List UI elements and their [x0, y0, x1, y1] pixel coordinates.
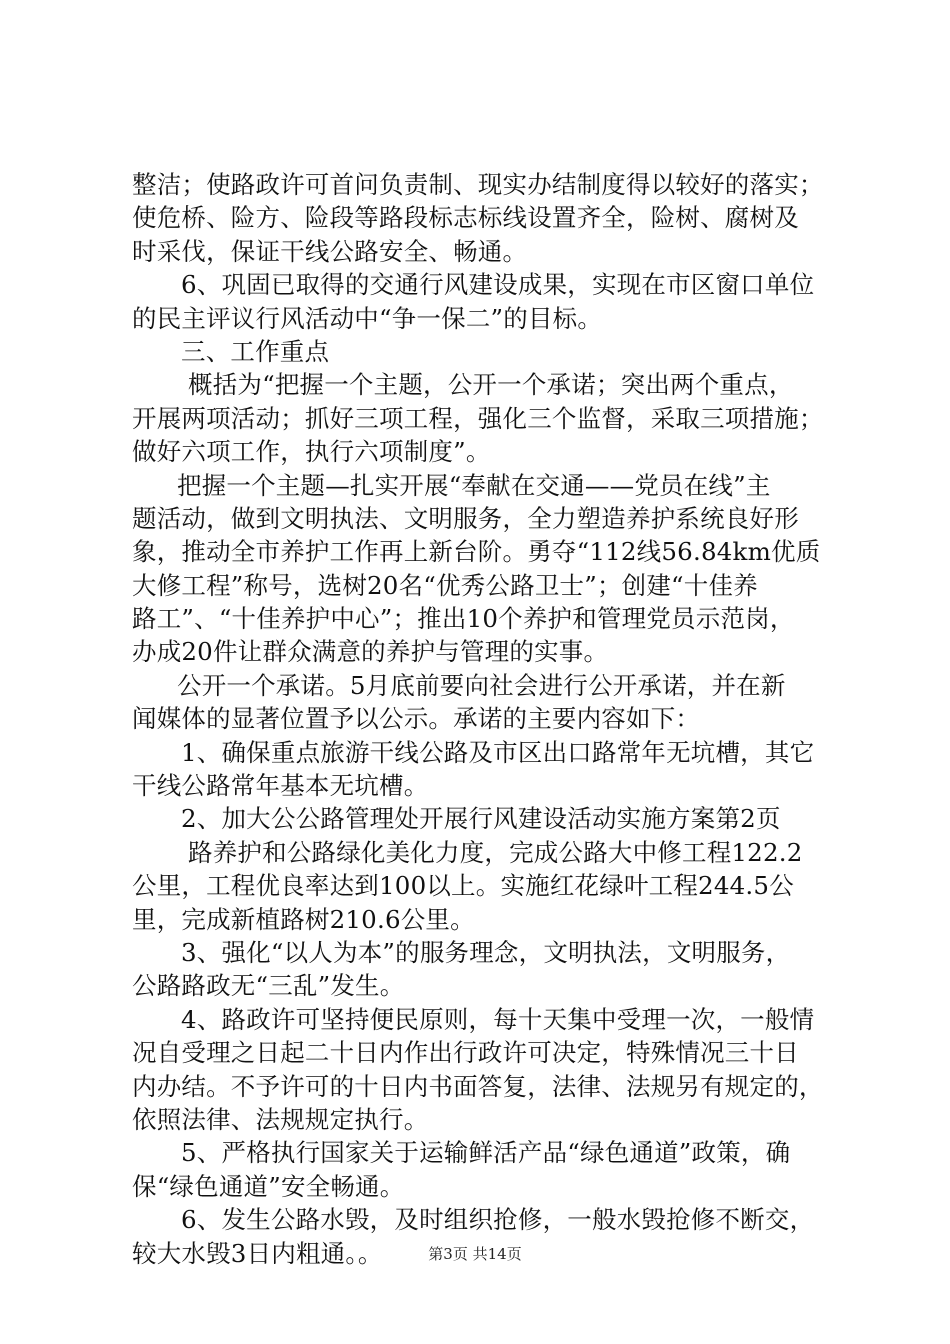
text-line-8: 开展两项活动；抓好三项工程，强化三个监督，采取三项措施； — [132, 403, 824, 433]
text-line-24: 3、强化“以人为本”的服务理念，文明执法，文明服务， — [181, 937, 791, 967]
text-line-32: 6、发生公路水毁，及时组织抢修，一般水毁抢修不断交， — [181, 1205, 815, 1235]
text-line-30: 5、严格执行国家关于运输鲜活产品“绿色通道”政策，确 — [181, 1138, 791, 1168]
text-line-18: 1、确保重点旅游干线公路及市区出口路常年无坑槽，其它 — [181, 737, 815, 767]
text-line-2: 使危桥、险方、险段等路段标志标线设置齐全，险树、腐树及 — [132, 203, 799, 233]
text-line-3: 时采伐，保证干线公路安全、畅通。 — [132, 236, 528, 266]
text-line-7: 概括为“把握一个主题，公开一个承诺；突出两个重点， — [188, 370, 794, 400]
text-line-17: 闻媒体的显著位置予以公示。承诺的主要内容如下： — [132, 704, 701, 734]
text-line-26: 4、路政许可坚持便民原则，每十天集中受理一次，一般情 — [181, 1004, 815, 1034]
page-number-footer: 第3页 共14页 — [428, 1245, 522, 1263]
text-line-14: 路工”、“十佳养护中心”；推出10个养护和管理党员示范岗， — [132, 604, 795, 634]
text-line-10: 把握一个主题—扎实开展“奉献在交通——党员在线”主 — [177, 470, 771, 500]
text-line-4: 6、巩固已取得的交通行风建设成果，实现在市区窗口单位 — [181, 270, 815, 300]
text-line-27: 况自受理之日起二十日内作出行政许可决定，特殊情况三十日 — [132, 1038, 799, 1068]
text-line-20: 2、加大公公路管理处开展行风建设活动实施方案第2页 — [181, 804, 781, 834]
text-line-25: 公路路政无“三乱”发生。 — [132, 971, 405, 1001]
text-line-9: 做好六项工作，执行六项制度”。 — [132, 437, 491, 467]
text-line-13: 大修工程”称号，选树20名“优秀公路卫士”；创建“十佳养 — [132, 570, 758, 600]
text-line-1: 整洁；使路政许可首问负责制、现实办结制度得以较好的落实； — [132, 170, 824, 199]
text-line-22: 公里，工程优良率达到100以上。实施红花绿叶工程244.5公 — [132, 871, 794, 901]
text-line-11: 题活动，做到文明执法、文明服务，全力塑造养护系统良好形 — [132, 503, 799, 533]
text-line-23: 里，完成新植路树210.6公里。 — [132, 904, 475, 934]
text-line-21: 路养护和公路绿化美化力度，完成公路大中修工程122.2 — [188, 837, 803, 867]
text-line-31: 保“绿色通道”安全畅通。 — [132, 1171, 405, 1201]
text-line-33: 较大水毁3日内粗通。。 — [132, 1238, 383, 1268]
document-body — [132, 168, 832, 1270]
text-line-5: 的民主评议行风活动中“争一保二”的目标。 — [132, 303, 603, 333]
text-line-16: 公开一个承诺。5月底前要向社会进行公开承诺，并在新 — [177, 670, 786, 700]
text-line-12: 象，推动全市养护工作再上新台阶。勇夺“112线56.84km优质 — [132, 537, 821, 567]
text-line-15: 办成20件让群众满意的养护与管理的实事。 — [132, 637, 609, 667]
section-heading: 三、工作重点 — [181, 336, 330, 366]
text-line-19: 干线公路常年基本无坑槽。 — [132, 771, 429, 801]
text-line-29: 依照法律、法规规定执行。 — [132, 1104, 429, 1134]
text-line-28: 内办结。不予许可的十日内书面答复，法律、法规另有规定的， — [132, 1071, 824, 1101]
